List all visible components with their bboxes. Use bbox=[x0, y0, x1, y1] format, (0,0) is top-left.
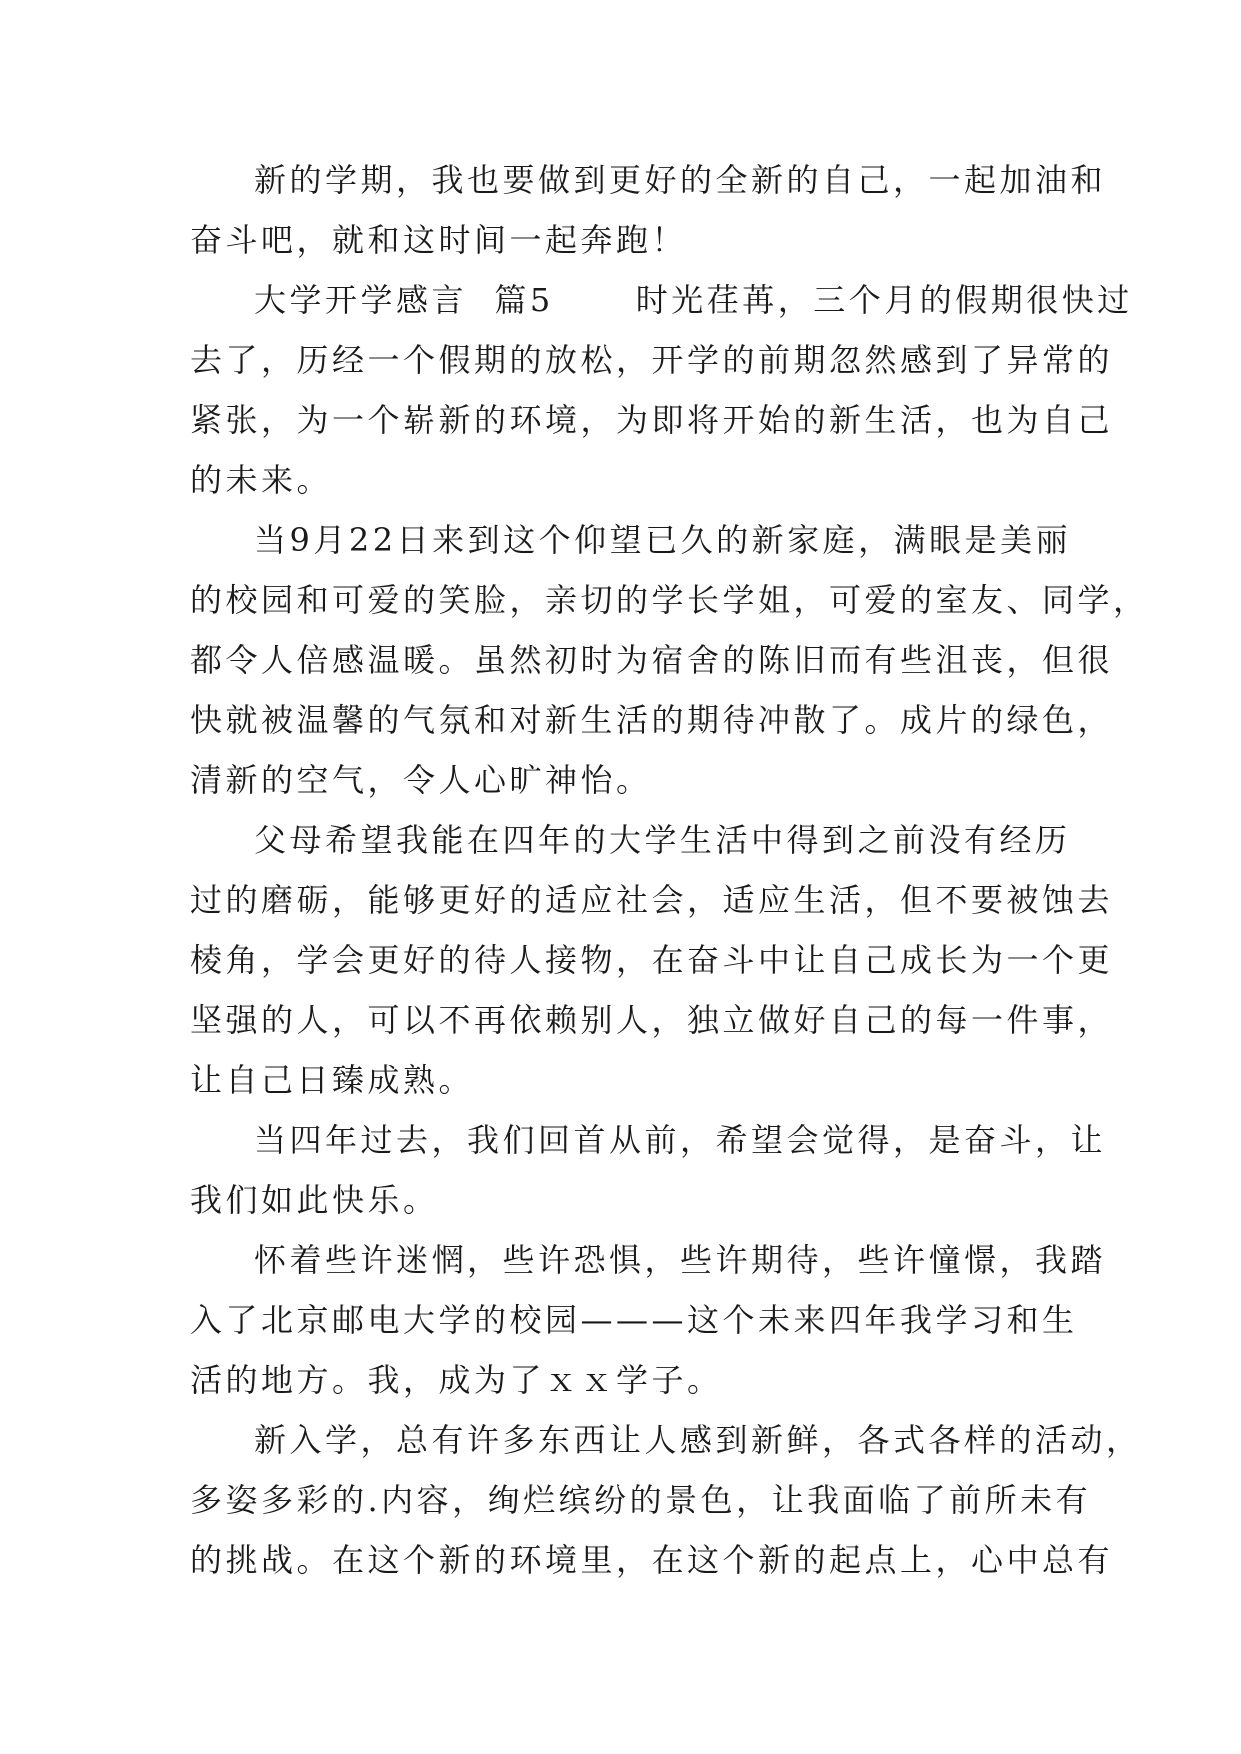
text-line: 的挑战。在这个新的环境里，在这个新的起点上，心中总有 bbox=[190, 1541, 1114, 1579]
text-line: 的未来。 bbox=[190, 461, 333, 499]
text-line: 入了北京邮电大学的校园———这个未来四年我学习和生 bbox=[190, 1301, 1078, 1339]
text-line: 奋斗吧，就和这时间一起奔跑！ bbox=[190, 221, 688, 259]
text-line: 过的磨砺，能够更好的适应社会，适应生活，但不要被蚀去 bbox=[190, 881, 1114, 919]
text-line: 大学开学感言 篇5 时光荏苒，三个月的假期很快过 bbox=[254, 281, 1133, 319]
text-line: 我们如此快乐。 bbox=[190, 1181, 439, 1219]
text-line: 父母希望我能在四年的大学生活中得到之前没有经历 bbox=[254, 821, 1071, 859]
text-line: 棱角，学会更好的待人接物，在奋斗中让自己成长为一个更 bbox=[190, 941, 1114, 979]
text-line: 活的地方。我，成为了ｘｘ学子。 bbox=[190, 1361, 723, 1399]
text-line: 坚强的人，可以不再依赖别人，独立做好自己的每一件事， bbox=[190, 1001, 1114, 1039]
text-line: 多姿多彩的.内容，绚烂缤纷的景色，让我面临了前所未有 bbox=[190, 1481, 1092, 1519]
text-line: 都令人倍感温暖。虽然初时为宿舍的陈旧而有些沮丧，但很 bbox=[190, 641, 1114, 679]
text-line: 让自己日臻成熟。 bbox=[190, 1061, 475, 1099]
text-line: 新的学期，我也要做到更好的全新的自己，一起加油和 bbox=[254, 161, 1107, 199]
text-line: 紧张，为一个崭新的环境，为即将开始的新生活，也为自己 bbox=[190, 401, 1114, 439]
text-line: 怀着些许迷惘，些许恐惧，些许期待，些许憧憬，我踏 bbox=[254, 1241, 1107, 1279]
text-line: 的校园和可爱的笑脸，亲切的学长学姐，可爱的室友、同学， bbox=[190, 581, 1149, 619]
text-line: 当四年过去，我们回首从前，希望会觉得，是奋斗，让 bbox=[254, 1121, 1107, 1159]
text-line: 去了，历经一个假期的放松，开学的前期忽然感到了异常的 bbox=[190, 341, 1114, 379]
text-line: 清新的空气，令人心旷神怡。 bbox=[190, 761, 652, 799]
text-line: 快就被温馨的气氛和对新生活的期待冲散了。成片的绿色， bbox=[190, 701, 1114, 739]
text-line: 当9月22日来到这个仰望已久的新家庭，满眼是美丽 bbox=[254, 521, 1072, 559]
essay-body bbox=[190, 150, 1149, 1590]
text-line: 新入学，总有许多东西让人感到新鲜，各式各样的活动， bbox=[254, 1421, 1142, 1459]
